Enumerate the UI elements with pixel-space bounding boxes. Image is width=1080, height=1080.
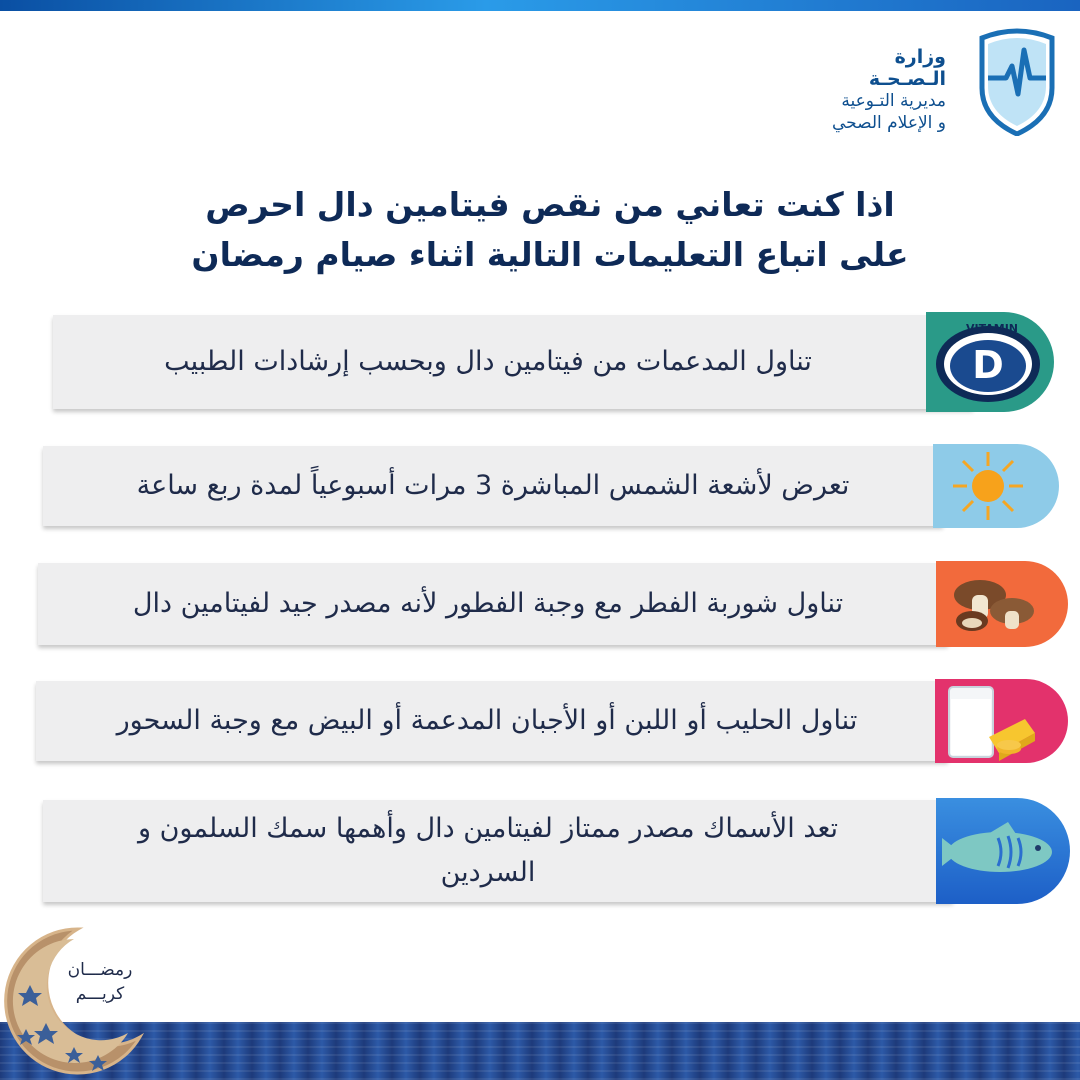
milk-cheese-icon [935, 679, 1068, 763]
ramadan-line1: رمضـــان [67, 960, 133, 980]
ministry-name: وزارة الـصـحـة [868, 46, 946, 90]
bottom-pattern-band [0, 1022, 1080, 1080]
ramadan-line2: كريـــم [75, 984, 125, 1004]
sun-icon [933, 444, 1059, 528]
mushroom-icon [936, 561, 1068, 647]
tip-text: تناول الحليب أو اللبن أو الأجبان المدعمة أو البيض مع وجبة السحور [116, 705, 858, 736]
headline [150, 180, 950, 280]
tip-row-sunlight [43, 446, 943, 526]
logo-text-block [818, 46, 946, 134]
ministry-logo [818, 28, 1058, 138]
headline-line1: اذا كنت تعاني من نقص فيتامين دال احرص [205, 185, 895, 224]
tip-row-mushroom-soup [38, 563, 948, 645]
tip-icon-tab-5 [936, 798, 1070, 904]
headline-line2: على اتباع التعليمات التالية اثناء صيام رمضان [191, 235, 909, 274]
tip-icon-tab-2 [933, 444, 1059, 528]
directorate-line1: مديرية التـوعية [841, 91, 946, 111]
tip-row-fish [43, 800, 953, 902]
vitamin-d-icon [926, 312, 1054, 412]
tip-text: تعرض لأشعة الشمس المباشرة 3 مرات أسبوعياً لمدة ربع ساعة [136, 470, 850, 501]
tip-text: تناول المدعمات من فيتامين دال وبحسب إرشادات الطبيب [164, 346, 812, 377]
shield-heartbeat-icon [976, 28, 1058, 136]
fish-icon [936, 798, 1070, 904]
tip-row-supplements [53, 315, 973, 409]
directorate-line2: و الإعلام الصحي [831, 113, 946, 133]
tip-row-dairy [36, 681, 948, 761]
top-accent-bar [0, 0, 1080, 11]
vitamin-word: VITAMIN [966, 322, 1019, 335]
ramadan-greeting [55, 958, 145, 1006]
vitamin-letter: D [972, 343, 1004, 387]
tip-icon-tab-1 [926, 312, 1054, 412]
tip-text: تعد الأسماك مصدر ممتاز لفيتامين دال وأهمها سمك السلمون و السردين [137, 813, 839, 888]
tip-text: تناول شوربة الفطر مع وجبة الفطور لأنه مصدر جيد لفيتامين دال [132, 588, 844, 619]
tip-icon-tab-4 [935, 679, 1068, 763]
tip-icon-tab-3 [936, 561, 1068, 647]
